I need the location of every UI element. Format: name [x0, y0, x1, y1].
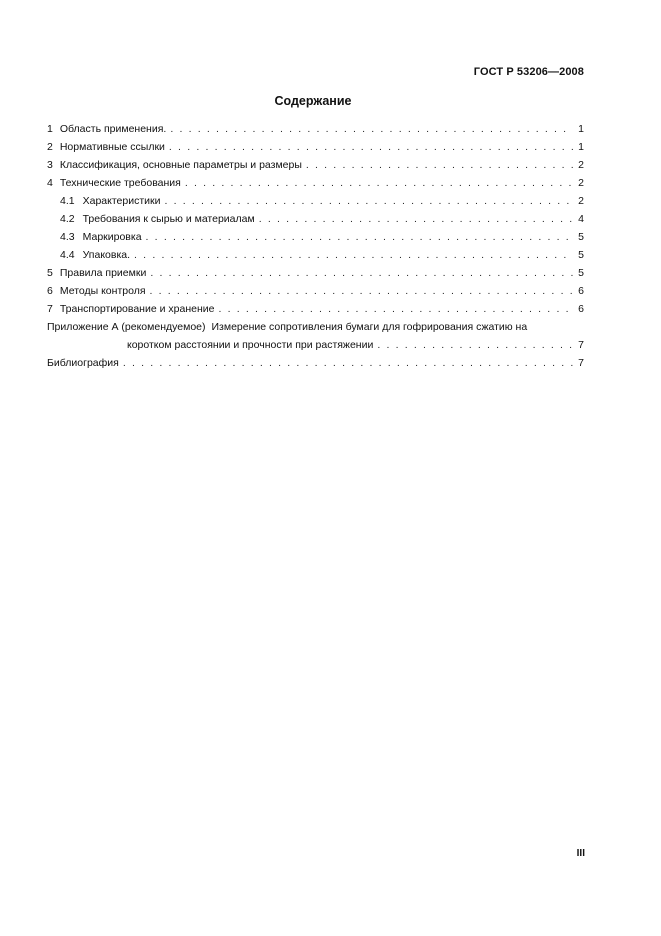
toc-entry-title: Классификация, основные параметры и размеры [59, 159, 302, 171]
toc-entry-title: Транспортирование и хранение [59, 303, 215, 315]
dot-leader [150, 264, 573, 282]
dot-leader [123, 354, 573, 372]
toc-entry-page: 6 [578, 303, 584, 315]
toc-entry-3[interactable] [47, 156, 584, 174]
toc-entry-title: Технические требования [59, 177, 181, 189]
toc-entry-title: Упаковка. [82, 249, 131, 261]
toc-entry-1[interactable] [47, 120, 584, 138]
dot-leader [146, 228, 573, 246]
annex-title-line-2: коротком расстоянии и прочности при растяжении [127, 339, 374, 351]
toc-entry-2[interactable] [47, 138, 584, 156]
toc-entry-number: 4.4 [60, 249, 75, 261]
dot-leader [150, 282, 573, 300]
toc-entry-title: Методы контроля [59, 285, 146, 297]
toc-entry-number: 4.1 [60, 195, 75, 207]
toc-entry-title: Маркировка [82, 231, 142, 243]
toc-entry-number: 6 [47, 285, 53, 297]
toc-entry-page: 6 [578, 285, 584, 297]
toc-entry-page: 1 [578, 141, 584, 153]
toc-bibliography[interactable] [47, 354, 584, 372]
toc-entry-title: Область применения. [59, 123, 167, 135]
toc-entry-title: Характеристики [82, 195, 161, 207]
toc-entry-4-2[interactable] [47, 210, 584, 228]
toc-entry-page: 4 [578, 213, 584, 225]
toc-entry-6[interactable] [47, 282, 584, 300]
toc-entry-4-3[interactable] [47, 228, 584, 246]
annex-title-line-1: Измерение сопротивления бумаги для гофрирования сжатию на [211, 321, 528, 333]
annex-label: Приложение А (рекомендуемое) [47, 321, 206, 333]
toc-entry-4[interactable] [47, 174, 584, 192]
toc-entry-page: 7 [578, 339, 584, 351]
dot-leader [164, 192, 573, 210]
toc-entry-page: 5 [578, 249, 584, 261]
dot-leader [185, 174, 573, 192]
toc-entry-page: 2 [578, 195, 584, 207]
table-of-contents [47, 120, 584, 372]
toc-entry-4-4[interactable] [47, 246, 584, 264]
dot-leader [377, 336, 573, 354]
toc-entry-number: 7 [47, 303, 53, 315]
dot-leader [134, 246, 573, 264]
page-number: III [576, 848, 585, 859]
toc-entry-number: 4.3 [60, 231, 75, 243]
toc-title: Содержание [274, 94, 352, 108]
toc-entry-page: 5 [578, 231, 584, 243]
toc-entry-title: Правила приемки [59, 267, 147, 279]
toc-entry-7[interactable] [47, 300, 584, 318]
dot-leader [218, 300, 573, 318]
document-code: ГОСТ Р 53206—2008 [473, 66, 584, 78]
toc-entry-page: 5 [578, 267, 584, 279]
toc-entry-title: Требования к сырью и материалам [82, 213, 255, 225]
toc-annex-a[interactable] [47, 318, 584, 336]
dot-leader [170, 120, 573, 138]
toc-entry-number: 2 [47, 141, 53, 153]
toc-entry-4-1[interactable] [47, 192, 584, 210]
toc-entry-page: 1 [578, 123, 584, 135]
toc-entry-number: 4 [47, 177, 53, 189]
toc-entry-title: Библиография [47, 357, 119, 369]
dot-leader [169, 138, 573, 156]
dot-leader [306, 156, 573, 174]
toc-entry-page: 7 [578, 357, 584, 369]
dot-leader [259, 210, 573, 228]
toc-annex-a-continuation[interactable] [47, 336, 584, 354]
toc-entry-number: 1 [47, 123, 53, 135]
toc-entry-number: 4.2 [60, 213, 75, 225]
toc-entry-5[interactable] [47, 264, 584, 282]
toc-entry-number: 5 [47, 267, 53, 279]
toc-entry-page: 2 [578, 159, 584, 171]
toc-entry-page: 2 [578, 177, 584, 189]
toc-entry-number: 3 [47, 159, 53, 171]
toc-entry-title: Нормативные ссылки [59, 141, 165, 153]
